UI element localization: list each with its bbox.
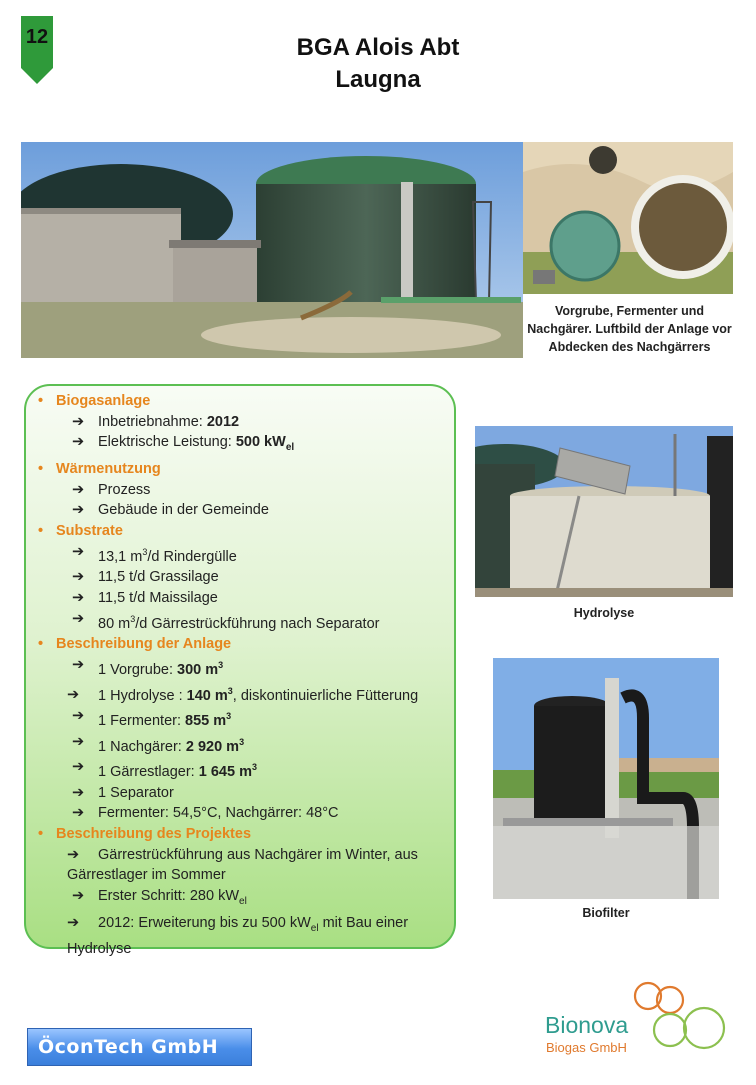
list-item: ➔ Prozess [34, 480, 444, 501]
list-item: ➔ 11,5 t/d Maissilage [34, 588, 444, 609]
list-item: ➔ Elektrische Leistung: 500 $kW_{el}$ [72, 434, 295, 454]
bionova-subtitle: Biogas GmbH [546, 1040, 627, 1055]
list-item: ➔ Inbetriebnahme: 2012 [34, 412, 444, 433]
arrow-right-icon: ➔ [72, 610, 85, 627]
biofilter-photo [493, 658, 719, 899]
title-line-1: BGA Alois Abt [296, 34, 460, 61]
list-item: ➔ Gärrestrückführung aus Nachgärer im Winter, aus Gärrestlager im Sommer [67, 846, 418, 884]
aerial-photo [523, 142, 733, 294]
info-list [34, 391, 444, 960]
list-item: ➔ 1 Fermenter: 855 $m^3$ [72, 708, 232, 729]
oecontech-logo: ÖconTech GmbH [27, 1028, 252, 1066]
list-item: ➔ 1 Hydrolyse : 140 $m^3$, diskontinuierliche Fütterung [67, 685, 419, 704]
arrow-right-icon: ➔ [72, 590, 85, 607]
arrow-right-icon: ➔ [72, 413, 85, 430]
list-item: ➔ Gebäude in der Gemeinde [34, 500, 444, 521]
section-substrate: • Substrate [34, 521, 444, 542]
arrow-right-icon: ➔ [72, 656, 85, 673]
list-item: ➔ 13,1 $m^3/d$ Rindergülle [72, 543, 237, 565]
list-item: ➔ 1 Vorgrube: 300 $m^3$ [72, 656, 224, 678]
arrow-right-icon: ➔ [72, 543, 85, 560]
title-line-2: Laugna [335, 66, 421, 93]
arrow-right-icon: ➔ [72, 888, 85, 905]
arrow-right-icon: ➔ [72, 434, 85, 451]
bionova-rings-logo [630, 978, 730, 1052]
page-title [0, 32, 756, 96]
bionova-name: Bionova [545, 1012, 629, 1038]
list-item: ➔ Fermenter: 54,5°C, Nachgärrer: 48°C [34, 803, 444, 824]
list-item: ➔ 2012: Erweiterung bis zu 500 $kW_{el}$ mit Bau einer Hydrolyse [67, 914, 409, 958]
arrow-right-icon: ➔ [72, 502, 85, 519]
arrow-right-icon: ➔ [72, 708, 85, 725]
list-item: ➔ 11,5 t/d Grassilage [34, 567, 444, 588]
list-item: ➔ 1 Gärrestlager: 1 645 $m^3$ [72, 759, 257, 780]
list-item: ➔ 1 Nachgärer: 2 920 $m^3$ [72, 733, 245, 755]
aerial-caption: Vorgrube, Fermenter und Nachgärer. Luftbild der Anlage vor Abdecken des Nachgärrers [527, 304, 732, 354]
section-beschreibung-projekt: • Beschreibung des Projektes [34, 824, 444, 845]
arrow-right-icon: ➔ [72, 569, 85, 586]
section-biogasanlage: • Biogasanlage [34, 391, 444, 412]
list-item: ➔ Erster Schritt: 280 $kW_{el}$ [72, 888, 247, 908]
plant-photo [21, 142, 523, 358]
page-number: 12 [25, 26, 49, 48]
arrow-right-icon: ➔ [72, 481, 85, 498]
arrow-right-icon: ➔ [72, 733, 85, 750]
hydrolyse-photo [475, 426, 733, 597]
hydrolyse-caption: Hydrolyse [573, 606, 635, 620]
arrow-right-icon: ➔ [72, 759, 85, 776]
section-beschreibung-anlage: • Beschreibung der Anlage [34, 634, 444, 655]
list-item: ➔ 80 $m^3/d$ Gärrestrückführung nach Separator [72, 610, 380, 632]
arrow-right-icon: ➔ [72, 784, 85, 801]
section-waermenutzung: • Wärmenutzung [34, 459, 444, 480]
biofilter-caption: Biofilter [582, 906, 630, 920]
list-item: ➔ 1 Separator [34, 783, 444, 804]
arrow-right-icon: ➔ [72, 805, 85, 822]
